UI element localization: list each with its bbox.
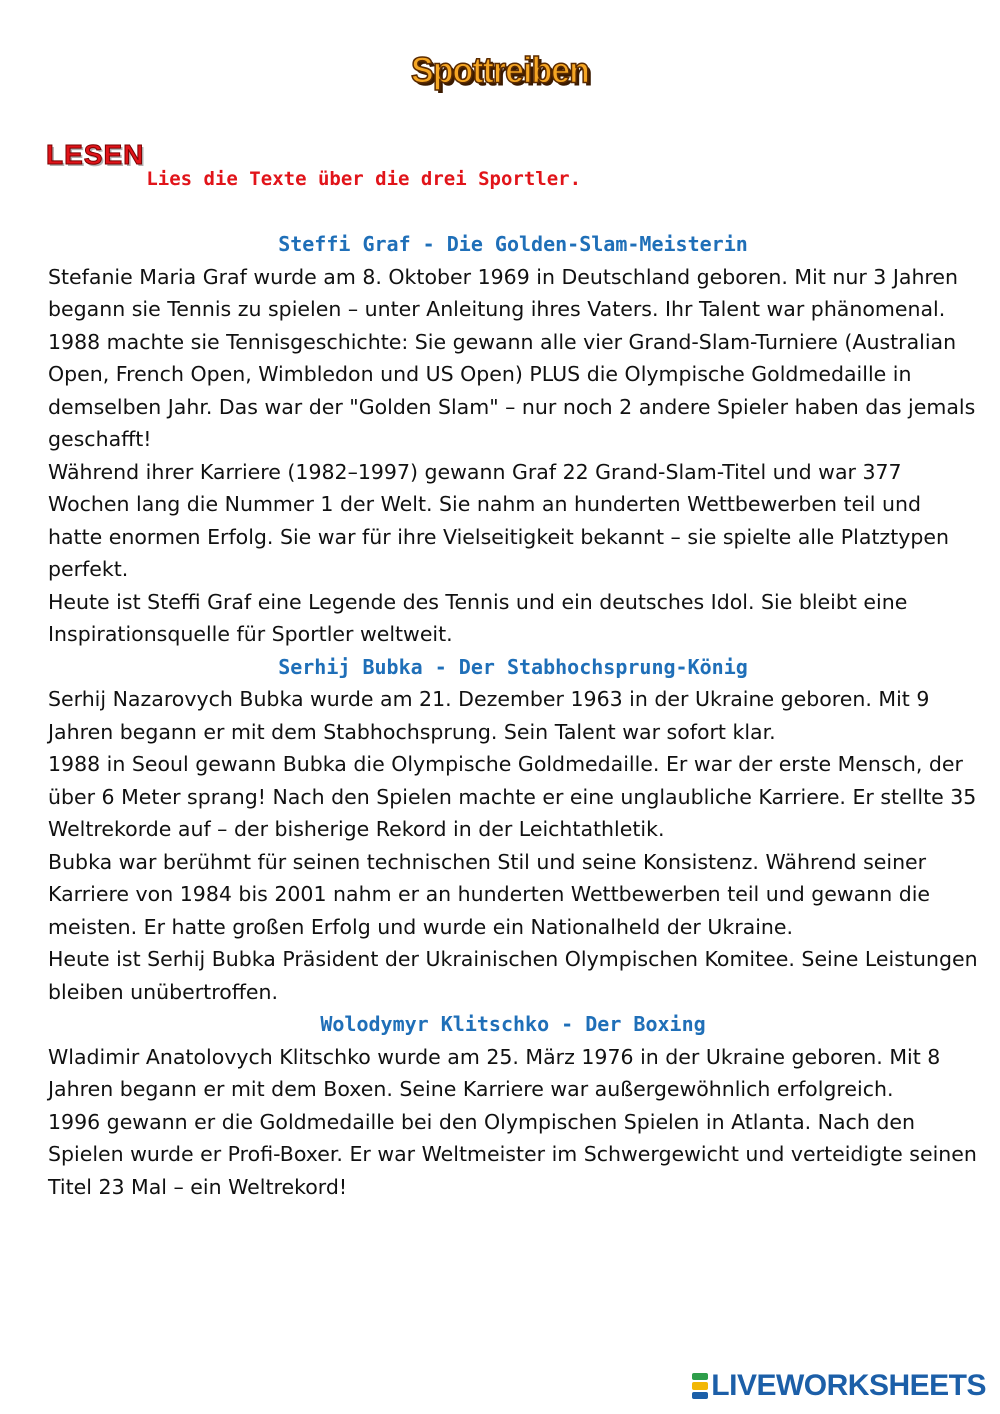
lesen-badge: LESEN	[46, 139, 145, 170]
instruction-text: Lies die Texte über die drei Sportler.	[146, 168, 582, 190]
section-title: Steffi Graf - Die Golden-Slam-Meisterin	[278, 232, 748, 256]
footer-brand	[692, 1366, 986, 1406]
paragraph: Heute ist Steffi Graf eine Legende des Tennis und ein deutsches Idol. Sie bleibt eine Inspirationsquelle für Sportler weltweit.	[48, 589, 908, 646]
paragraph: 1988 in Seoul gewann Bubka die Olympische Goldmedaille. Er war der erste Mensch, der über 6 Meter sprang! Nach den Spielen machte er eine unglaubliche Karriere. Er stellte 35 Weltrekorde auf – der bisherige Rekord in der Leichtathletik.	[48, 752, 977, 841]
paragraph: Stefanie Maria Graf wurde am 8. Oktober 1969 in Deutschland geboren. Mit nur 3 Jahren begann sie Tennis zu spielen – unter Anleitung ihres Vaters. Ihr Talent war phänomenal.	[48, 264, 959, 321]
reading-text	[48, 228, 978, 1203]
header-logo	[0, 52, 1000, 91]
paragraph: Serhij Nazarovych Bubka wurde am 21. Dezember 1963 in der Ukraine geboren. Mit 9 Jahren begann er mit dem Stabhochsprung. Sein Talent war sofort klar.	[48, 687, 930, 744]
paragraph: Wladimir Anatolovych Klitschko wurde am 25. März 1976 in der Ukraine geboren. Mit 8 Jahren begann er mit dem Boxen. Seine Karriere war außergewöhnlich erfolgreich.	[48, 1044, 941, 1101]
logo-title: Spottreiben	[411, 51, 589, 91]
section-bubka	[48, 651, 978, 1009]
paragraph: 1996 gewann er die Goldmedaille bei den Olympischen Spielen in Atlanta. Nach den Spielen wurde er Profi-Boxer. Er war Weltmeister im Schwergewicht und verteidigte seinen Titel 23 Mal – ein Weltrekord!	[48, 1109, 977, 1199]
paragraph: 1988 machte sie Tennisgeschichte: Sie gewann alle vier Grand-Slam-Turniere (Australian Open, French Open, Wimbledon und US Open) PLUS die Olympische Goldmedaille in demselben Jahr. Das war der "Golden Slam" – nur noch 2 andere Spieler haben das jemals geschafft!	[48, 329, 976, 451]
paragraph: Heute ist Serhij Bubka Präsident der Ukrainischen Olympischen Komitee. Seine Leistungen bleiben unübertroffen.	[48, 947, 978, 1004]
section-title: Wolodymyr Klitschko - Der Boxing	[320, 1012, 706, 1036]
instruction-row	[46, 140, 956, 190]
liveworksheets-logo-icon	[692, 1373, 708, 1399]
section-title: Serhij Bubka - Der Stabhochsprung-König	[278, 654, 748, 679]
section-graf	[48, 228, 978, 651]
section-klitschko	[48, 1008, 978, 1203]
paragraph: Bubka war berühmt für seinen technischen Stil und seine Konsistenz. Während seiner Karriere von 1984 bis 2001 nahm er an hunderten Wettbewerben teil und gewann die meisten. Er hatte großen Erfolg und wurde ein Nationalheld der Ukraine.	[48, 849, 931, 939]
brand-name: LIVEWORKSHEETS	[711, 1369, 986, 1402]
paragraph: Während ihrer Karriere (1982–1997) gewann Graf 22 Grand-Slam-Titel und war 377 Wochen lang die Nummer 1 der Welt. Sie nahm an hunderten Wettbewerben teil und hatte enormen Erfolg. Sie war für ihre Vielseitigkeit bekannt – sie spielte alle Platztypen perfekt.	[48, 459, 949, 581]
